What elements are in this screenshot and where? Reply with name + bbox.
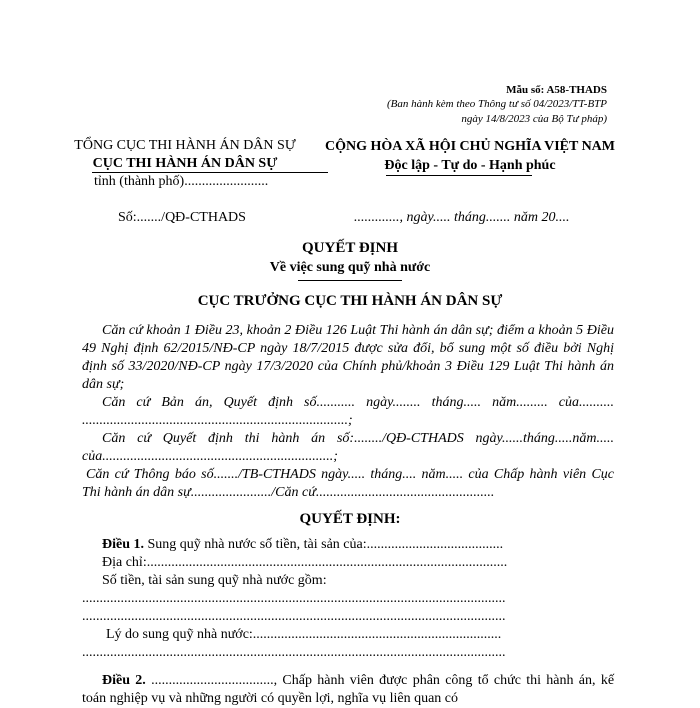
agency-province: tỉnh (thành phố)........................ bbox=[94, 174, 269, 189]
document-date: ............., ngày..... tháng....... năm 20.... bbox=[354, 210, 570, 225]
article-2-label: Điều 2. bbox=[102, 673, 146, 688]
issuer-title: CỤC TRƯỞNG CỤC THI HÀNH ÁN DÂN SỰ bbox=[197, 293, 503, 309]
article-1-reason: Lý do sung quỹ nhà nước:....................................................................... bbox=[106, 627, 502, 642]
article-1-text: Sung quỹ nhà nước số tiền, tài sản của:....................................... bbox=[147, 537, 504, 552]
article-1-address: Địa chỉ:....................................................................................................... bbox=[102, 555, 508, 570]
form-note-line-2: ngày 14/8/2023 của Bộ Tư pháp) bbox=[461, 113, 607, 125]
basis-paragraph: Căn cứ Bản án, Quyết định số........... ngày........ tháng..... năm......... của.......... ............................................................................; bbox=[82, 395, 614, 428]
form-note bbox=[387, 97, 607, 127]
document-number: Số:......./QĐ-CTHADS bbox=[118, 210, 246, 225]
article-1-items-label: Số tiền, tài sản sung quỹ nhà nước gồm: bbox=[102, 573, 327, 588]
nation-motto: Độc lập - Tự do - Hạnh phúc bbox=[384, 158, 556, 173]
form-note-line-1: (Ban hành kèm theo Thông tư số 04/2023/TT-BTP bbox=[387, 98, 607, 110]
spacer bbox=[82, 662, 614, 672]
agency-underline bbox=[92, 172, 328, 173]
article-2-text: ..................................., Chấp hành viên được phân công tổ chức thi hành án, kế toán nghiệp vụ và những người có quyền lợi, nghĩa vụ liên quan có bbox=[82, 673, 615, 706]
agency-parent: TỔNG CỤC THI HÀNH ÁN DÂN SỰ bbox=[74, 138, 296, 153]
nation-name: CỘNG HÒA XÃ HỘI CHỦ NGHĨA VIỆT NAM bbox=[324, 139, 615, 154]
articles bbox=[82, 536, 614, 708]
form-code: Mẫu số: A58-THADS bbox=[506, 84, 607, 96]
basis-paragraph: Căn cứ Quyết định thi hành án số:......../QĐ-CTHADS ngày......tháng.....năm..... của..................................................................; bbox=[82, 431, 614, 464]
fill-line: ......................................................................................................................... bbox=[82, 645, 506, 660]
national-motto bbox=[320, 137, 620, 175]
subject-underline bbox=[298, 280, 402, 281]
document-title: QUYẾT ĐỊNH bbox=[302, 240, 398, 256]
agency-name: CỤC THI HÀNH ÁN DÂN SỰ bbox=[92, 156, 278, 171]
basis-paragraph: Căn cứ Thông báo số......./TB-CTHADS ngày..... tháng.... năm..... của Chấp hành viên Cục Thi hành án dân sự......................./Căn cứ................................................... bbox=[82, 467, 614, 500]
fill-line: ......................................................................................................................... bbox=[82, 609, 506, 624]
basis-paragraph: Căn cứ khoản 1 Điều 23, khoản 2 Điều 126 Luật Thi hành án dân sự; điểm a khoản 5 Điều 49 Nghị định 62/2015/NĐ-CP ngày 18/7/2015 được sửa đổi, bổ sung một số điều bởi Nghị định số 33/2020/NĐ-CP ngày 17/3/2020 của Chính phủ/khoản 3 Điều 129 Luật Thi hành án dân sự; bbox=[82, 323, 614, 392]
decision-heading: QUYẾT ĐỊNH: bbox=[299, 511, 401, 527]
legal-basis bbox=[82, 322, 614, 502]
motto-underline bbox=[386, 175, 532, 176]
article-1-label: Điều 1. bbox=[102, 537, 144, 552]
document-subject: Về việc sung quỹ nhà nước bbox=[269, 260, 431, 275]
fill-line: ......................................................................................................................... bbox=[82, 591, 506, 606]
issuing-agency bbox=[70, 137, 300, 191]
